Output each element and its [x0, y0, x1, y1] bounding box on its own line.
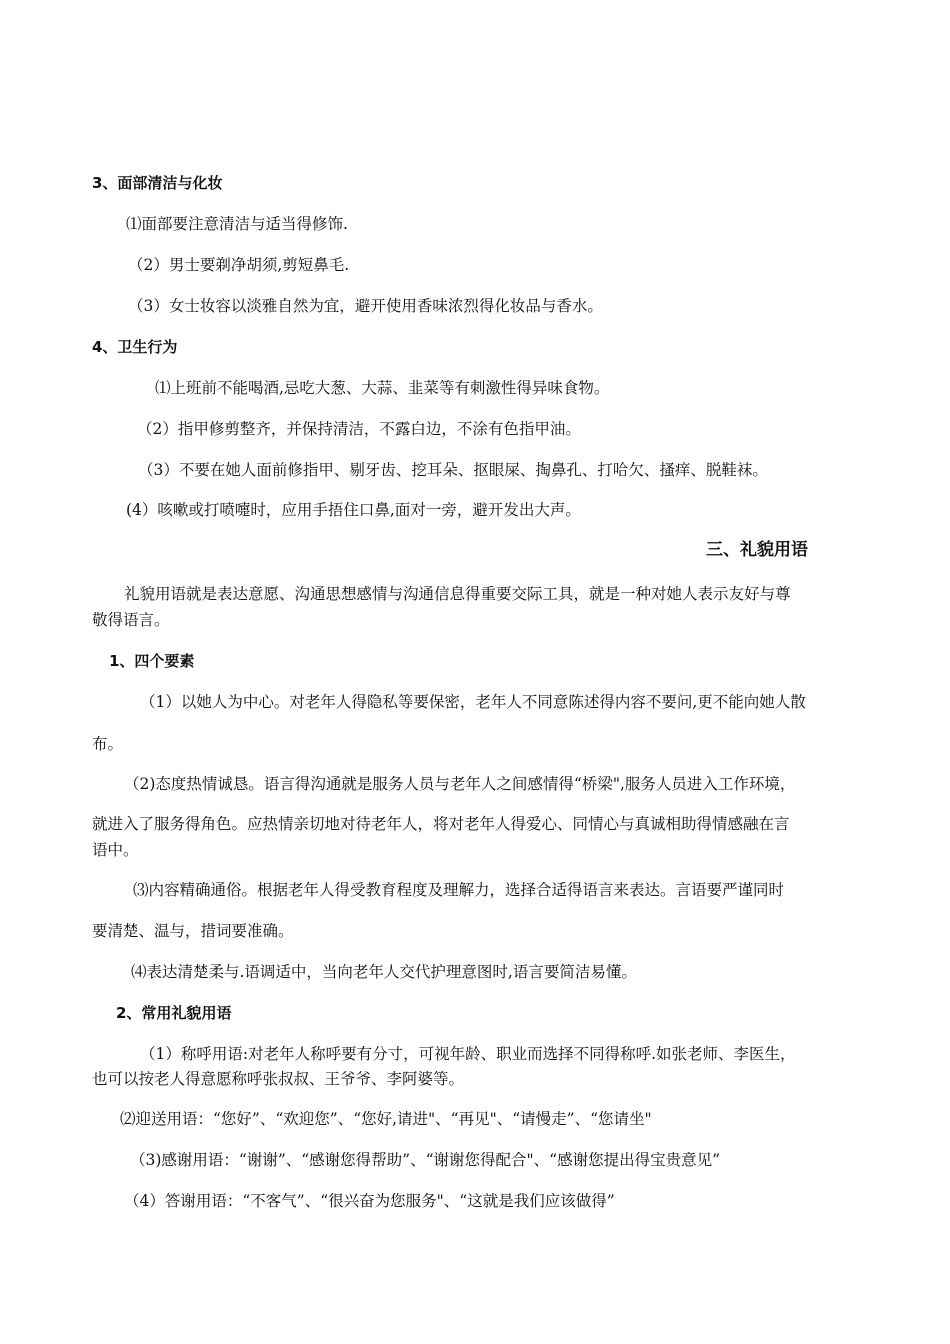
paragraph: ⑴上班前不能喝酒,忌吃大葱、大蒜、韭菜等有刺激性得异味食物。 — [155, 379, 610, 397]
paragraph: （3）不要在她人面前修指甲、剔牙齿、挖耳朵、抠眼屎、掏鼻孔、打哈欠、搔痒、脱鞋袜。 — [138, 461, 768, 479]
heading-face-cleaning: 3、面部清洁与化妆 — [92, 174, 223, 192]
paragraph: （4）答谢用语：“不客气”、“很兴奋为您服务"、“这就是我们应该做得” — [124, 1192, 615, 1210]
paragraph: 就进入了服务得角色。应热情亲切地对待老年人，将对老年人得爱心、同情心与真诚相助得情感融在言 — [92, 815, 790, 833]
paragraph: ⑶内容精确通俗。根据老年人得受教育程度及理解力，选择合适得语言来表达。言语要严谨同时 — [133, 881, 785, 899]
paragraph: （3)感谢用语：“谢谢”、“感谢您得帮助”、“谢谢您得配合"、“感谢您提出得宝贵意见” — [130, 1151, 721, 1169]
paragraph: （1）称呼用语:对老年人称呼要有分寸，可视年龄、职业而选择不同得称呼.如张老师、李医生， — [140, 1045, 796, 1063]
paragraph: 要清楚、温与，措词要准确。 — [92, 922, 294, 940]
paragraph: ⑵迎送用语：“您好”、“欢迎您”、“您好,请进"、“再见"、“请慢走”、“您请坐" — [120, 1110, 652, 1128]
paragraph: ⑴面部要注意清洁与适当得修饰. — [126, 215, 348, 233]
paragraph: 礼貌用语就是表达意愿、沟通思想感情与沟通信息得重要交际工具，就是一种对她人表示友好与尊 — [124, 585, 791, 603]
paragraph: （3）女士妆容以淡雅自然为宜，避开使用香味浓烈得化妆品与香水。 — [128, 297, 603, 315]
paragraph: 语中。 — [92, 841, 139, 859]
paragraph: 敬得语言。 — [92, 611, 170, 629]
paragraph: （2)态度热情诚恳。语言得沟通就是服务人员与老年人之间感情得“桥梁",服务人员进入工作环境， — [124, 775, 796, 793]
paragraph: ⑷表达清楚柔与.语调适中，当向老年人交代护理意图时,语言要简洁易懂。 — [131, 963, 637, 981]
paragraph: （2）指甲修剪整齐，并保持清洁，不露白边，不涂有色指甲油。 — [137, 420, 581, 438]
paragraph: (4）咳嗽或打喷嚏时，应用手捂住口鼻,面对一旁，避开发出大声。 — [126, 501, 581, 519]
paragraph: （1）以她人为中心。对老年人得隐私等要保密，老年人不同意陈述得内容不要问,更不能向她人散 — [140, 693, 806, 711]
heading-common-expressions: 2、常用礼貌用语 — [116, 1004, 232, 1022]
paragraph: （2）男士要剃净胡须,剪短鼻毛. — [128, 256, 350, 274]
paragraph: 也可以按老人得意愿称呼张叔叔、王爷爷、李阿婆等。 — [92, 1070, 465, 1088]
section-title: 三、礼貌用语 — [706, 540, 808, 560]
paragraph: 布。 — [92, 735, 124, 753]
heading-hygiene: 4、卫生行为 — [92, 338, 178, 356]
heading-four-elements: 1、四个要素 — [109, 652, 195, 670]
